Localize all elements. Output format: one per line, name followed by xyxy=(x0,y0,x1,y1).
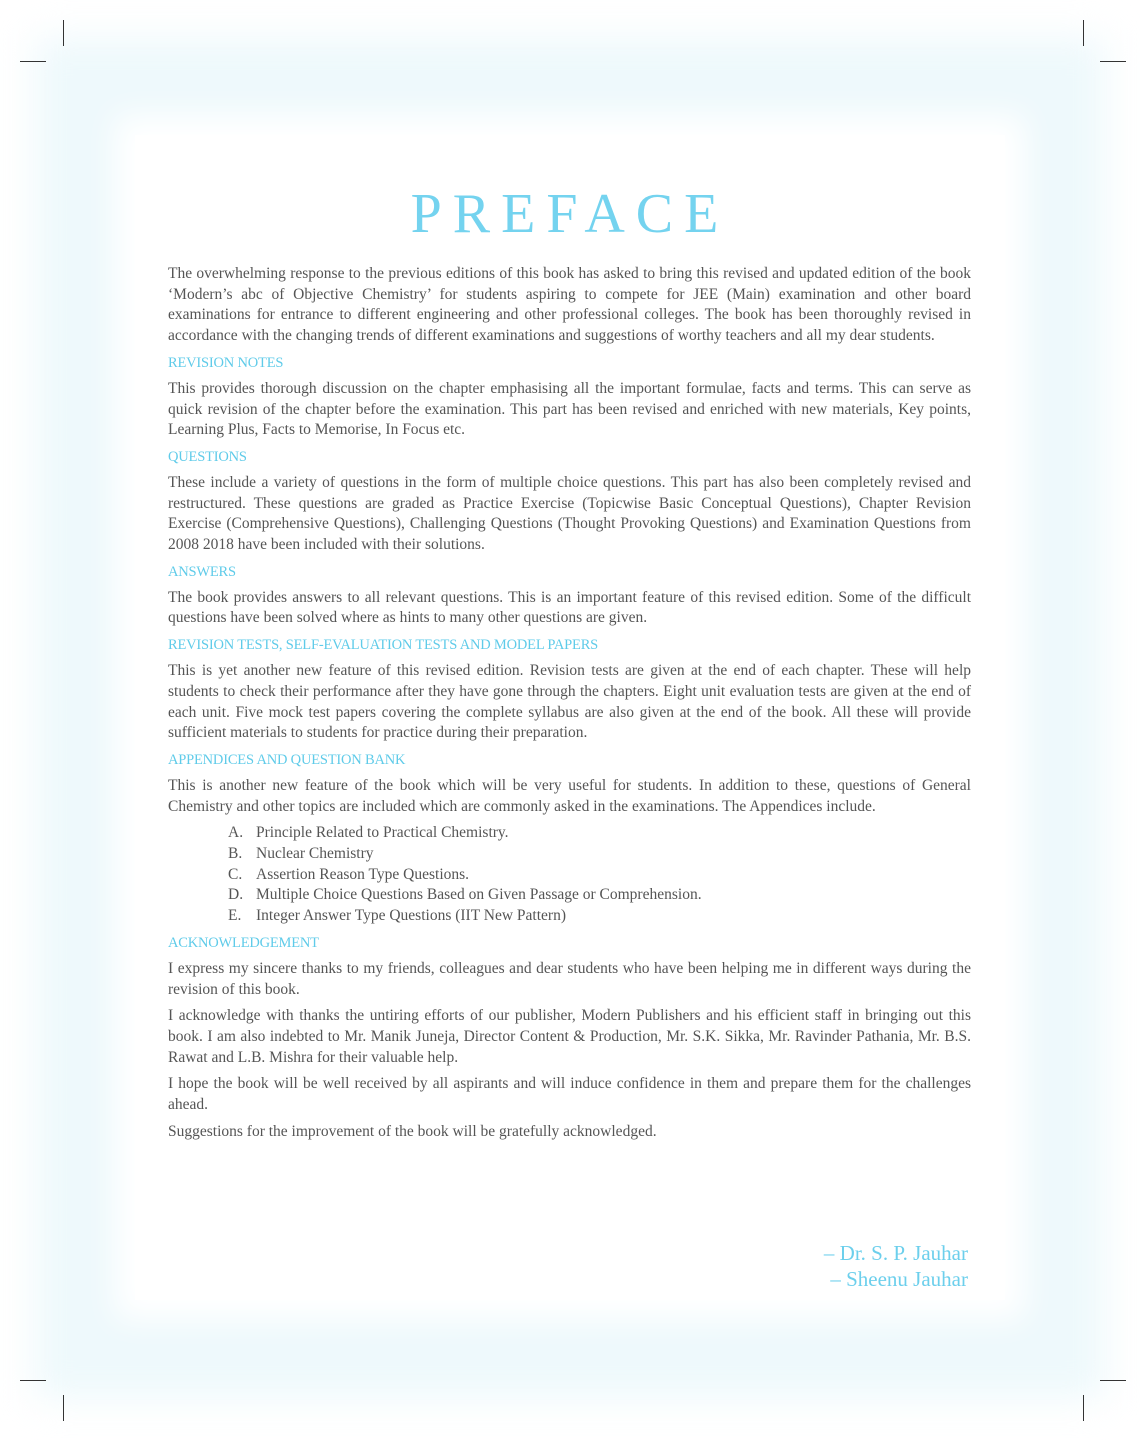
ack-paragraph: I hope the book will be well received by all aspirants and will induce confidence in them and prepare them for the challenges ahead. xyxy=(168,1075,971,1114)
crop-mark xyxy=(63,20,64,46)
section-heading: ACKNOWLEDGEMENT xyxy=(168,934,319,951)
list-letter: D. xyxy=(228,886,244,904)
list-text: Assertion Reason Type Questions. xyxy=(256,865,470,883)
section-paragraph: This is yet another new feature of this revised edition. Revision tests are given at the end of each chapter. These will help students to check their performance after they have gone through the chapters. Eight unit evaluation tests are given at the end of each unit. Five mock test papers covering the complete syllabus are also given at the end of the book. All these will provide sufficient materials to students for practice during their preparation. xyxy=(168,662,971,742)
section-paragraph: The book provides answers to all relevant questions. This is an important feature of this revised edition. Some of the difficult questions have been solved where as hints to many other questions are given. xyxy=(168,588,971,627)
crop-mark xyxy=(1100,1380,1126,1381)
crop-mark xyxy=(1083,1395,1084,1421)
section-paragraph: This provides thorough discussion on the chapter emphasising all the important formulae, facts and terms. This can serve as quick revision of the chapter before the examination. This part has been revised and enriched with new materials, Key points, Learning Plus, Facts to Memorise, In Focus etc. xyxy=(168,379,971,439)
section-paragraph: This is another new feature of the book which will be very useful for students. In addition to these, questions of General Chemistry and other topics are included which are commonly asked in the examinations. The Appendices include. xyxy=(168,776,971,815)
list-text: Integer Answer Type Questions (IIT New Pattern) xyxy=(256,907,566,925)
ack-paragraph: Suggestions for the improvement of the book will be gratefully acknowledged. xyxy=(168,1122,657,1140)
list-item xyxy=(228,865,971,886)
section-heading: ANSWERS xyxy=(168,563,236,580)
list-item xyxy=(228,885,971,906)
section-heading: QUESTIONS xyxy=(168,448,247,465)
list-letter: A. xyxy=(228,824,244,842)
crop-mark xyxy=(20,1380,46,1381)
crop-mark xyxy=(63,1395,64,1421)
ack-paragraph: I acknowledge with thanks the untiring efforts of our publisher, Modern Publishers and his efficient staff in bringing out this book. I am also indebted to Mr. Manik Juneja, Director Content & Production, Mr. S.K. Sikka, Mr. Ravinder Pathania, Mr. B.S. Rawat and L.B. Mishra for their valuable help. xyxy=(168,1007,971,1066)
list-item xyxy=(228,823,971,844)
page-title: PREFACE xyxy=(410,183,730,245)
list-item xyxy=(228,844,971,865)
section-heading: APPENDICES AND QUESTION BANK xyxy=(168,751,406,768)
section-heading: REVISION NOTES xyxy=(168,354,284,371)
list-text: Multiple Choice Questions Based on Given Passage or Comprehension. xyxy=(256,886,702,904)
crop-mark xyxy=(1100,61,1126,62)
ack-paragraph: I express my sincere thanks to my friends, colleagues and dear students who have been helping me in different ways during the revision of this book. xyxy=(168,959,971,998)
crop-mark xyxy=(1083,20,1084,46)
list-text: Nuclear Chemistry xyxy=(256,845,374,863)
section-heading: REVISION TESTS, SELF-EVALUATION TESTS AND MODEL PAPERS xyxy=(168,637,599,654)
signature-block xyxy=(824,1240,968,1292)
list-text: Principle Related to Practical Chemistry. xyxy=(256,824,509,842)
appendices-list xyxy=(228,823,971,927)
preface-body xyxy=(168,264,971,1149)
author-signature: – Dr. S. P. Jauhar xyxy=(823,1241,968,1265)
list-letter: B. xyxy=(228,845,243,863)
list-letter: C. xyxy=(228,865,243,883)
author-signature: – Sheenu Jauhar xyxy=(830,1267,968,1291)
list-item xyxy=(228,906,971,927)
section-paragraph: These include a variety of questions in the form of multiple choice questions. This part has also been completely revised and restructured. These questions are graded as Practice Exercise (Topicwise Basic Conceptual Questions), Chapter Revision Exercise (Comprehensive Questions), Challenging Questions (Thought Provoking Questions) and Examination Questions from 2008 2018 have been included with their solutions. xyxy=(168,473,971,554)
intro-paragraph: The overwhelming response to the previous editions of this book has asked to bring this revised and updated edition of the book ‘Modern’s abc of Objective Chemistry’ for students aspiring to compete for JEE (Main) examination and other board examinations for entrance to different engineering and other professional colleges. The book has been thoroughly revised in accordance with the changing trends of different examinations and suggestions of worthy teachers and all my dear students. xyxy=(168,265,971,345)
crop-mark xyxy=(20,61,46,62)
list-letter: E. xyxy=(228,907,242,925)
